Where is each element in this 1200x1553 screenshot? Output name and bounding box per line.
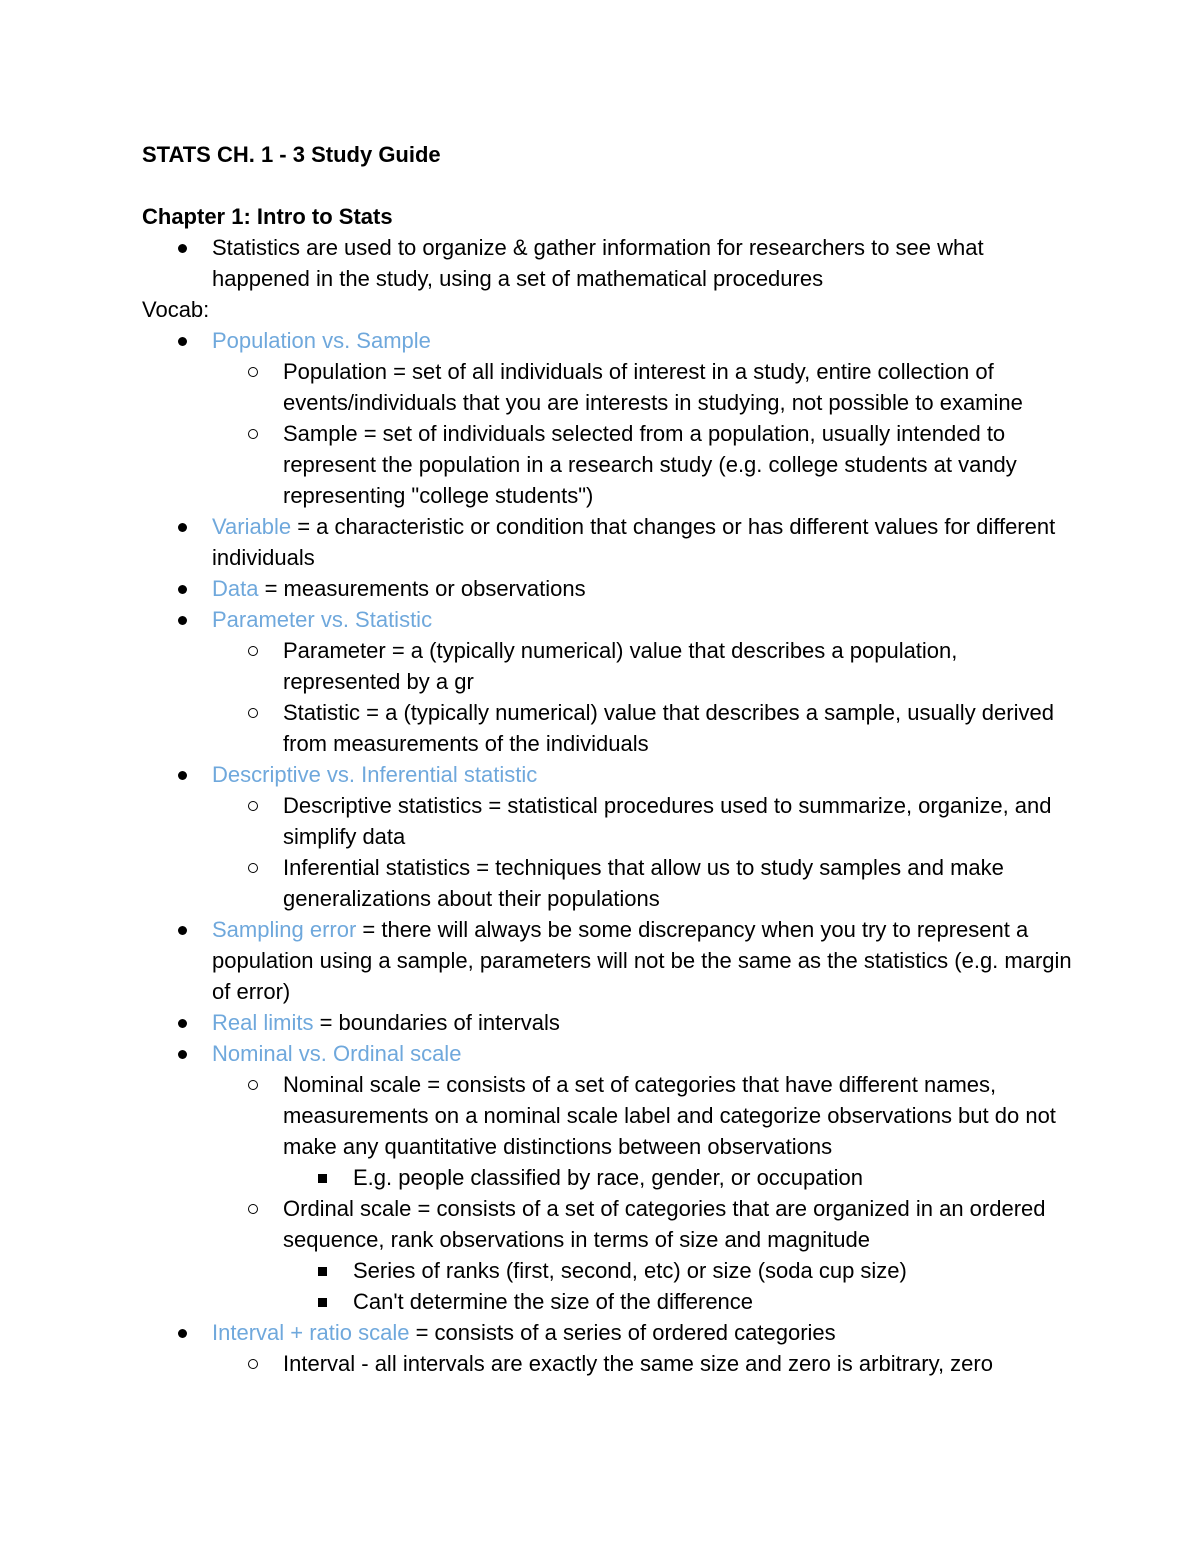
list-item [142,914,1072,1007]
bullet-circle-icon [248,429,258,439]
bullet-square-icon [318,1174,327,1183]
example-text: Series of ranks (first, second, etc) or size (soda cup size) [353,1258,907,1283]
chapter-1-heading: Chapter 1: Intro to Stats [142,204,393,229]
intro-text: Statistics are used to organize & gather information for researchers to see what happened in the study, using a set of mathematical procedures [212,235,984,291]
vocab-term: Variable [212,514,292,539]
list-item [142,697,1072,759]
bullet-circle-icon [248,1204,258,1214]
blank-line [142,170,1072,201]
list-item [142,232,1072,294]
definition-text: = a characteristic or condition that changes or has different values for different individuals [212,514,1056,570]
vocab-term: Sampling error [212,917,357,942]
list-item [142,790,1072,852]
definition-text: Sample = set of individuals selected from a population, usually intended to represent the population in a research study (e.g. college students at vandy representing "college students") [283,421,1017,508]
bullet-disc-icon [178,1019,187,1028]
list-item [142,1007,1072,1038]
bullet-circle-icon [248,863,258,873]
list-item [142,604,1072,635]
vocab-term: Descriptive vs. Inferential statistic [212,762,538,787]
list-item [142,356,1072,418]
definition-text: = consists of a series of ordered categories [409,1320,836,1345]
bullet-disc-icon [178,585,187,594]
list-item [142,1286,1072,1317]
list-item [142,852,1072,914]
list-item [142,1348,1072,1379]
list-item [142,1069,1072,1162]
document-body [142,139,1072,1379]
list-item [142,759,1072,790]
document-title: STATS CH. 1 - 3 Study Guide [142,142,441,167]
definition-text: Interval - all intervals are exactly the same size and zero is arbitrary, zero [283,1351,993,1376]
list-item [142,1317,1072,1348]
vocab-term: Parameter vs. Statistic [212,607,433,632]
bullet-square-icon [318,1267,327,1276]
definition-text: Statistic = a (typically numerical) value that describes a sample, usually derived from measurements of the individuals [283,700,1054,756]
definition-text: Inferential statistics = techniques that allow us to study samples and make generalizations about their populations [283,855,1004,911]
bullet-square-icon [318,1298,327,1307]
bullet-circle-icon [248,1080,258,1090]
list-item [142,1255,1072,1286]
definition-text: = there will always be some discrepancy when you try to represent a population using a sample, parameters will not be the same as the statistics (e.g. margin of error) [212,917,1072,1004]
bullet-disc-icon [178,616,187,625]
list-item [142,1162,1072,1193]
definition-text: Population = set of all individuals of interest in a study, entire collection of events/individuals that you are interests in studying, not possible to examine [283,359,1023,415]
bullet-disc-icon [178,771,187,780]
example-text: E.g. people classified by race, gender, or occupation [353,1165,863,1190]
list-item [142,418,1072,511]
list-item [142,1193,1072,1255]
bullet-disc-icon [178,1050,187,1059]
chapter-1-list [142,232,1072,294]
vocab-label: Vocab: [142,297,210,322]
list-item [142,1038,1072,1069]
bullet-disc-icon [178,523,187,532]
vocab-term: Population vs. Sample [212,328,431,353]
definition-text: Descriptive statistics = statistical procedures used to summarize, organize, and simplify data [283,793,1052,849]
bullet-circle-icon [248,646,258,656]
definition-text: = measurements or observations [258,576,586,601]
list-item [142,573,1072,604]
definition-text: = boundaries of intervals [313,1010,560,1035]
vocab-list [142,325,1072,1379]
definition-text: Nominal scale = consists of a set of categories that have different names, measurements on a nominal scale label and categorize observations but do not make any quantitative distinctions between observations [283,1072,1056,1159]
vocab-term: Nominal vs. Ordinal scale [212,1041,462,1066]
vocab-term: Interval + ratio scale [212,1320,410,1345]
bullet-disc-icon [178,244,187,253]
vocab-term: Data [212,576,259,601]
list-item [142,511,1072,573]
bullet-circle-icon [248,708,258,718]
definition-text: Parameter = a (typically numerical) value that describes a population, represented by a gr [283,638,958,694]
bullet-disc-icon [178,337,187,346]
definition-text: Ordinal scale = consists of a set of categories that are organized in an ordered sequence, rank observations in terms of size and magnitude [283,1196,1046,1252]
example-text: Can't determine the size of the difference [353,1289,754,1314]
list-item [142,325,1072,356]
bullet-circle-icon [248,801,258,811]
bullet-circle-icon [248,367,258,377]
bullet-disc-icon [178,1329,187,1338]
bullet-disc-icon [178,926,187,935]
bullet-circle-icon [248,1359,258,1369]
vocab-term: Real limits [212,1010,314,1035]
list-item [142,635,1072,697]
